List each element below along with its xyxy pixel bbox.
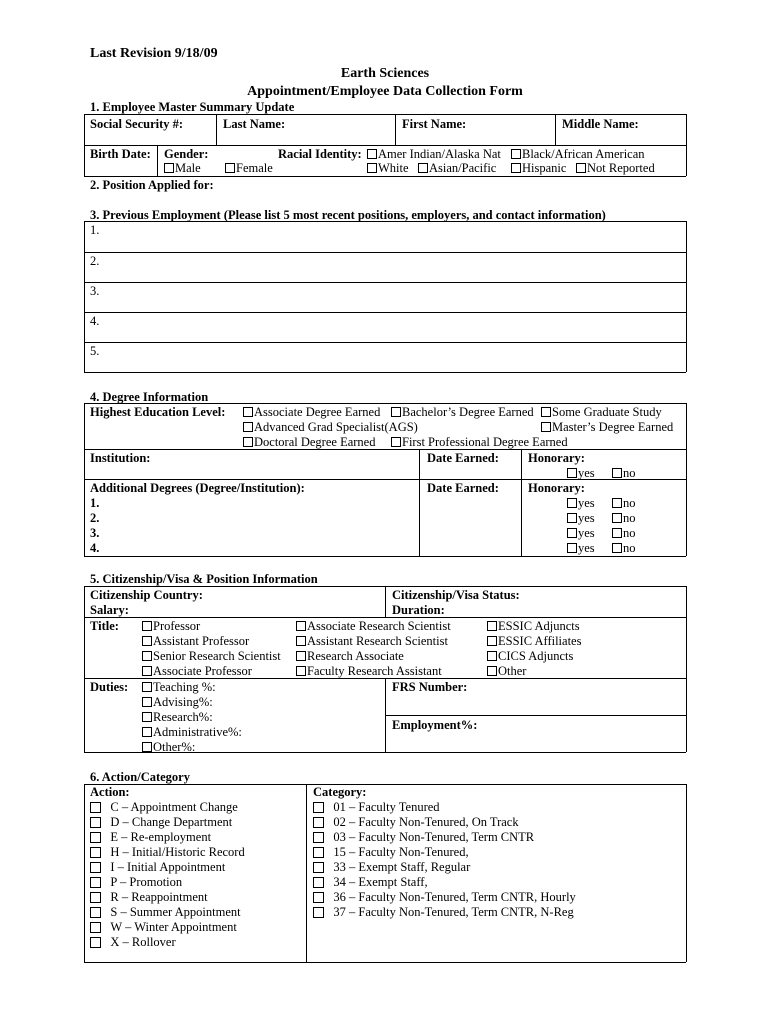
honorary-no-option[interactable]: no: [612, 466, 636, 481]
category-34-option[interactable]: 34 – Exempt Staff,: [313, 875, 428, 890]
checkbox[interactable]: [511, 163, 521, 173]
employment-row-1: 1.: [90, 223, 100, 237]
checkbox[interactable]: [296, 636, 306, 646]
checkbox[interactable]: [418, 163, 428, 173]
checkbox[interactable]: [313, 892, 324, 903]
title-asst-research-scientist-option[interactable]: Assistant Research Scientist: [296, 634, 448, 649]
checkbox[interactable]: [142, 697, 152, 707]
additional-degree-2: 2.: [90, 511, 100, 525]
checkbox[interactable]: [612, 543, 622, 553]
duty-advising-option[interactable]: Advising%:: [142, 695, 213, 710]
checkbox[interactable]: [243, 407, 253, 417]
citizenship-country-label: Citizenship Country:: [90, 588, 203, 602]
title-other-option[interactable]: Other: [487, 664, 526, 679]
additional-degrees-label: Additional Degrees (Degree/Institution):: [90, 481, 305, 495]
checkbox[interactable]: [142, 651, 152, 661]
checkbox[interactable]: [391, 437, 401, 447]
degree-some-grad-option[interactable]: Some Graduate Study: [541, 405, 662, 420]
employment-percent-label: Employment%:: [392, 718, 478, 732]
add-4-no-option[interactable]: no: [612, 541, 636, 556]
degree-ags-option[interactable]: Advanced Grad Specialist(AGS): [243, 420, 418, 435]
degree-bachelor-option[interactable]: Bachelor’s Degree Earned: [391, 405, 534, 420]
checkbox[interactable]: [90, 937, 101, 948]
section-2-title: 2. Position Applied for:: [90, 178, 214, 192]
action-s-option[interactable]: S – Summer Appointment: [90, 905, 241, 920]
title-essic-adjuncts-option[interactable]: ESSIC Adjuncts: [487, 619, 580, 634]
category-02-option[interactable]: 02 – Faculty Non-Tenured, On Track: [313, 815, 519, 830]
checkbox[interactable]: [296, 666, 306, 676]
duty-teaching-option[interactable]: Teaching %:: [142, 680, 216, 695]
checkbox[interactable]: [142, 636, 152, 646]
checkbox[interactable]: [90, 832, 101, 843]
race-black-option[interactable]: Black/African American: [511, 147, 645, 162]
degree-first-professional-option[interactable]: First Professional Degree Earned: [391, 435, 568, 450]
gender-male-option[interactable]: Male: [164, 161, 201, 176]
checkbox[interactable]: [90, 862, 101, 873]
checkbox[interactable]: [567, 528, 577, 538]
checkbox[interactable]: [612, 468, 622, 478]
checkbox[interactable]: [487, 621, 497, 631]
checkbox[interactable]: [142, 666, 152, 676]
race-not-reported-option[interactable]: Not Reported: [576, 161, 655, 176]
middle-name-label: Middle Name:: [562, 117, 639, 131]
additional-degree-3: 3.: [90, 526, 100, 540]
checkbox[interactable]: [296, 621, 306, 631]
category-33-option[interactable]: 33 – Exempt Staff, Regular: [313, 860, 470, 875]
section-6-title: 6. Action/Category: [90, 770, 190, 784]
highest-education-label: Highest Education Level:: [90, 405, 226, 419]
checkbox[interactable]: [225, 163, 235, 173]
checkbox[interactable]: [367, 163, 377, 173]
section-5-title: 5. Citizenship/Visa & Position Information: [90, 572, 318, 586]
birth-date-label: Birth Date:: [90, 147, 151, 161]
duty-administrative-option[interactable]: Administrative%:: [142, 725, 242, 740]
additional-degree-1: 1.: [90, 496, 100, 510]
checkbox[interactable]: [487, 636, 497, 646]
checkbox[interactable]: [142, 682, 152, 692]
checkbox[interactable]: [90, 802, 101, 813]
section-1-title: 1. Employee Master Summary Update: [90, 100, 295, 114]
checkbox[interactable]: [90, 847, 101, 858]
employment-row-5: 5.: [90, 344, 100, 358]
title-senior-research-scientist-option[interactable]: Senior Research Scientist: [142, 649, 281, 664]
gender-label: Gender:: [164, 147, 209, 161]
add-3-yes-option[interactable]: yes: [567, 526, 595, 541]
employment-row-2: 2.: [90, 254, 100, 268]
race-white-option[interactable]: White: [367, 161, 409, 176]
action-h-option[interactable]: H – Initial/Historic Record: [90, 845, 245, 860]
add-3-no-option[interactable]: no: [612, 526, 636, 541]
add-1-yes-option[interactable]: yes: [567, 496, 595, 511]
last-name-label: Last Name:: [223, 117, 286, 131]
checkbox[interactable]: [313, 907, 324, 918]
action-label: Action:: [90, 785, 130, 799]
checkbox[interactable]: [313, 862, 324, 873]
title-label: Title:: [90, 619, 119, 633]
checkbox[interactable]: [313, 817, 324, 828]
race-hispanic-option[interactable]: Hispanic: [511, 161, 566, 176]
additional-degree-4: 4.: [90, 541, 100, 555]
section-4-title: 4. Degree Information: [90, 390, 209, 404]
checkbox[interactable]: [313, 802, 324, 813]
category-label: Category:: [313, 785, 367, 799]
gender-female-option[interactable]: Female: [225, 161, 273, 176]
duration-label: Duration:: [392, 603, 445, 617]
title-research-associate-option[interactable]: Research Associate: [296, 649, 404, 664]
checkbox[interactable]: [576, 163, 586, 173]
category-36-option[interactable]: 36 – Faculty Non-Tenured, Term CNTR, Hourly: [313, 890, 576, 905]
checkbox[interactable]: [567, 498, 577, 508]
action-i-option[interactable]: I – Initial Appointment: [90, 860, 225, 875]
checkbox[interactable]: [612, 498, 622, 508]
duty-research-option[interactable]: Research%:: [142, 710, 213, 725]
checkbox[interactable]: [313, 832, 324, 843]
category-37-option[interactable]: 37 – Faculty Non-Tenured, Term CNTR, N-Reg: [313, 905, 574, 920]
checkbox[interactable]: [90, 877, 101, 888]
additional-honorary-label: Honorary:: [528, 481, 585, 495]
checkbox[interactable]: [511, 149, 521, 159]
checkbox[interactable]: [164, 163, 174, 173]
checkbox[interactable]: [567, 543, 577, 553]
action-x-option[interactable]: X – Rollover: [90, 935, 176, 950]
checkbox[interactable]: [142, 727, 152, 737]
action-d-option[interactable]: D – Change Department: [90, 815, 232, 830]
institution-label: Institution:: [90, 451, 151, 465]
racial-identity-label: Racial Identity:: [278, 147, 362, 161]
action-w-option[interactable]: W – Winter Appointment: [90, 920, 237, 935]
checkbox[interactable]: [487, 666, 497, 676]
honorary-yes-option[interactable]: yes: [567, 466, 595, 481]
category-03-option[interactable]: 03 – Faculty Non-Tenured, Term CNTR: [313, 830, 534, 845]
additional-date-earned-label: Date Earned:: [427, 481, 499, 495]
checkbox[interactable]: [313, 877, 324, 888]
checkbox[interactable]: [567, 513, 577, 523]
checkbox[interactable]: [541, 407, 551, 417]
action-r-option[interactable]: R – Reappointment: [90, 890, 208, 905]
department-title: Earth Sciences: [340, 66, 430, 81]
checkbox[interactable]: [243, 422, 253, 432]
add-2-no-option[interactable]: no: [612, 511, 636, 526]
checkbox[interactable]: [90, 922, 101, 933]
checkbox[interactable]: [313, 847, 324, 858]
checkbox[interactable]: [90, 817, 101, 828]
salary-label: Salary:: [90, 603, 129, 617]
title-cics-adjuncts-option[interactable]: CICS Adjuncts: [487, 649, 573, 664]
action-p-option[interactable]: P – Promotion: [90, 875, 182, 890]
checkbox[interactable]: [612, 528, 622, 538]
first-name-label: First Name:: [402, 117, 467, 131]
checkbox[interactable]: [391, 407, 401, 417]
title-assistant-professor-option[interactable]: Assistant Professor: [142, 634, 249, 649]
degree-masters-option[interactable]: Master’s Degree Earned: [541, 420, 673, 435]
degree-doctoral-option[interactable]: Doctoral Degree Earned: [243, 435, 375, 450]
citizenship-status-label: Citizenship/Visa Status:: [392, 588, 520, 602]
checkbox[interactable]: [367, 149, 377, 159]
duties-label: Duties:: [90, 680, 129, 694]
title-professor-option[interactable]: Professor: [142, 619, 200, 634]
title-assoc-research-scientist-option[interactable]: Associate Research Scientist: [296, 619, 451, 634]
date-earned-label: Date Earned:: [427, 451, 499, 465]
checkbox[interactable]: [90, 907, 101, 918]
employment-row-4: 4.: [90, 314, 100, 328]
checkbox[interactable]: [90, 892, 101, 903]
employment-row-3: 3.: [90, 284, 100, 298]
checkbox[interactable]: [142, 742, 152, 752]
checkbox[interactable]: [567, 468, 577, 478]
action-e-option[interactable]: E – Re-employment: [90, 830, 211, 845]
section-3-title: 3. Previous Employment (Please list 5 most recent positions, employers, and contact information): [90, 208, 606, 222]
add-2-yes-option[interactable]: yes: [567, 511, 595, 526]
title-associate-professor-option[interactable]: Associate Professor: [142, 664, 252, 679]
duty-other-option[interactable]: Other%:: [142, 740, 195, 755]
action-c-option[interactable]: C – Appointment Change: [90, 800, 238, 815]
degree-associate-option[interactable]: Associate Degree Earned: [243, 405, 380, 420]
checkbox[interactable]: [541, 422, 551, 432]
add-1-no-option[interactable]: no: [612, 496, 636, 511]
form-title: Appointment/Employee Data Collection Form: [247, 84, 523, 99]
honorary-label: Honorary:: [528, 451, 585, 465]
race-amer-indian-option[interactable]: Amer Indian/Alaska Nat: [367, 147, 501, 162]
add-4-yes-option[interactable]: yes: [567, 541, 595, 556]
title-essic-affiliates-option[interactable]: ESSIC Affiliates: [487, 634, 581, 649]
checkbox[interactable]: [612, 513, 622, 523]
revision-note: Last Revision 9/18/09: [90, 46, 218, 61]
checkbox[interactable]: [487, 651, 497, 661]
checkbox[interactable]: [296, 651, 306, 661]
category-15-option[interactable]: 15 – Faculty Non-Tenured,: [313, 845, 469, 860]
race-asian-option[interactable]: Asian/Pacific: [418, 161, 496, 176]
category-01-option[interactable]: 01 – Faculty Tenured: [313, 800, 440, 815]
checkbox[interactable]: [243, 437, 253, 447]
title-faculty-research-assistant-option[interactable]: Faculty Research Assistant: [296, 664, 442, 679]
checkbox[interactable]: [142, 712, 152, 722]
ssn-label: Social Security #:: [90, 117, 184, 131]
checkbox[interactable]: [142, 621, 152, 631]
frs-number-label: FRS Number:: [392, 680, 468, 694]
